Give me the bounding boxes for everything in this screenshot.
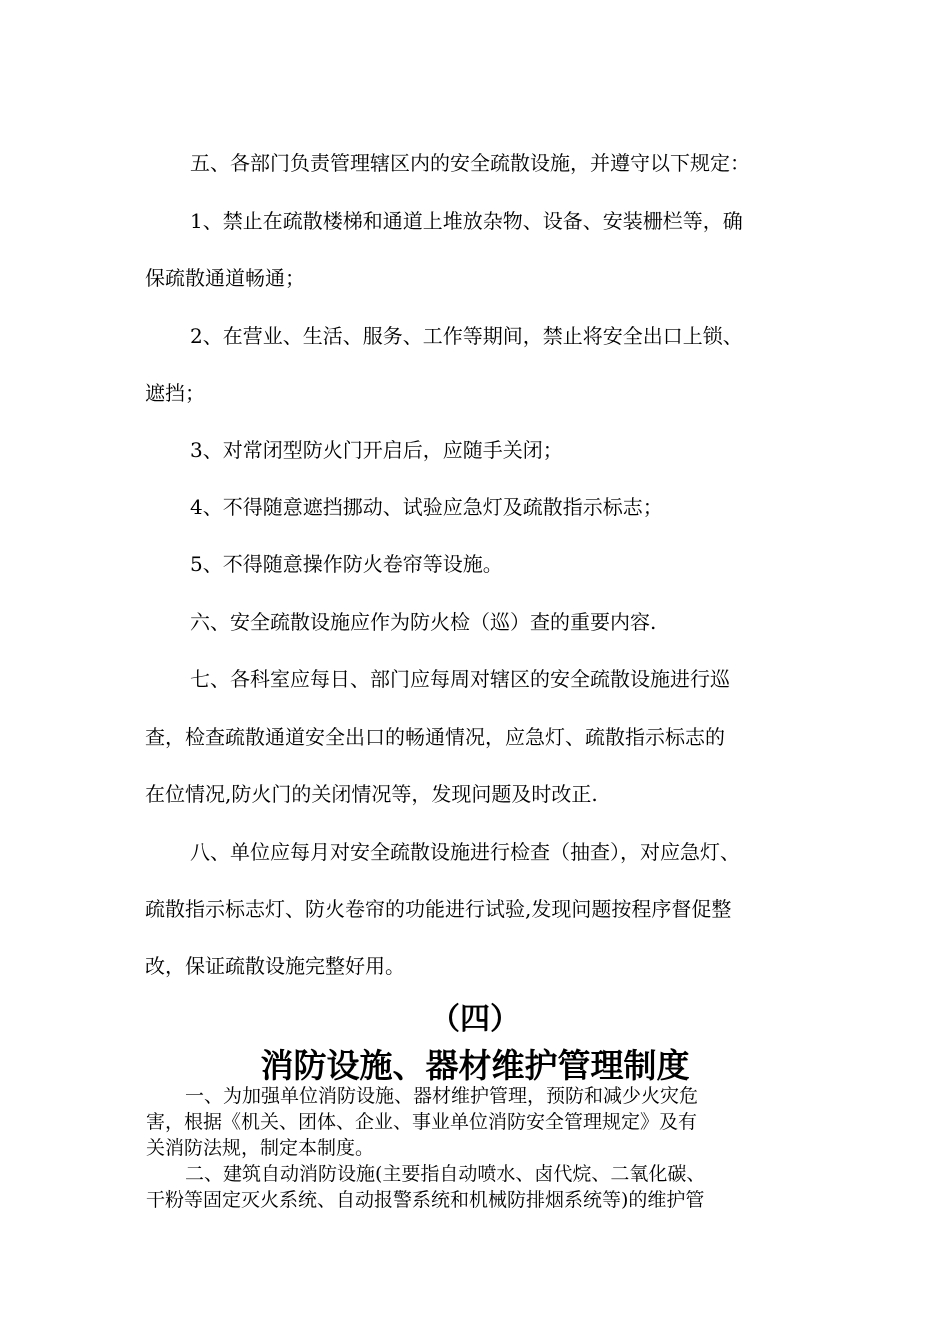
section-title-heading: 消防设施、器材维护管理制度 — [260, 1046, 690, 1085]
item-3: 3、对常闭型防火门开启后，应随手关闭； — [190, 438, 563, 462]
item-4: 4、不得随意遮挡挪动、试验应急灯及疏散指示标志； — [190, 495, 663, 519]
paragraph-8-line-2: 疏散指示标志灯、防火卷帘的功能进行试验,发现问题按程序督促整 — [145, 897, 732, 921]
section-4-paragraph-2-line-1: 二、建筑自动消防设施(主要指自动喷水、卤代烷、二氧化碳、 — [185, 1163, 706, 1185]
section-number-heading: （四） — [430, 1002, 520, 1037]
paragraph-7-line-2: 查，检查疏散通道安全出口的畅通情况，应急灯、疏散指示标志的 — [145, 725, 725, 749]
section-4-paragraph-1-line-1: 一、为加强单位消防设施、器材维护管理，预防和减少火灾危 — [185, 1085, 699, 1107]
paragraph-8-line-3: 改，保证疏散设施完整好用。 — [145, 954, 405, 978]
section-4-paragraph-1-line-3: 关消防法规，制定本制度。 — [146, 1137, 375, 1159]
item-1-line-1: 1、禁止在疏散楼梯和通道上堆放杂物、设备、安装栅栏等，确 — [190, 209, 743, 233]
paragraph-5-line-1: 五、各部门负责管理辖区内的安全疏散设施，并遵守以下规定： — [190, 151, 750, 175]
paragraph-7-line-3: 在位情况,防火门的关闭情况等，发现问题及时改正. — [145, 782, 598, 806]
paragraph-7-line-1: 七、各科室应每日、部门应每周对辖区的安全疏散设施进行巡 — [190, 667, 730, 691]
section-4-paragraph-2-line-2: 干粉等固定灭火系统、自动报警系统和机械防排烟系统等)的维护管 — [146, 1189, 705, 1211]
item-2-line-2: 遮挡； — [145, 381, 205, 405]
item-1-line-2: 保疏散通道畅通； — [145, 266, 305, 290]
section-4-paragraph-1-line-2: 害，根据《机关、团体、企业、事业单位消防安全管理规定》及有 — [146, 1111, 698, 1133]
item-2-line-1: 2、在营业、生活、服务、工作等期间，禁止将安全出口上锁、 — [190, 324, 743, 348]
item-5: 5、不得随意操作防火卷帘等设施。 — [190, 552, 503, 576]
paragraph-8-line-1: 八、单位应每月对安全疏散设施进行检查（抽查），对应急灯、 — [190, 840, 740, 864]
paragraph-6: 六、安全疏散设施应作为防火检（巡）查的重要内容. — [190, 610, 657, 634]
